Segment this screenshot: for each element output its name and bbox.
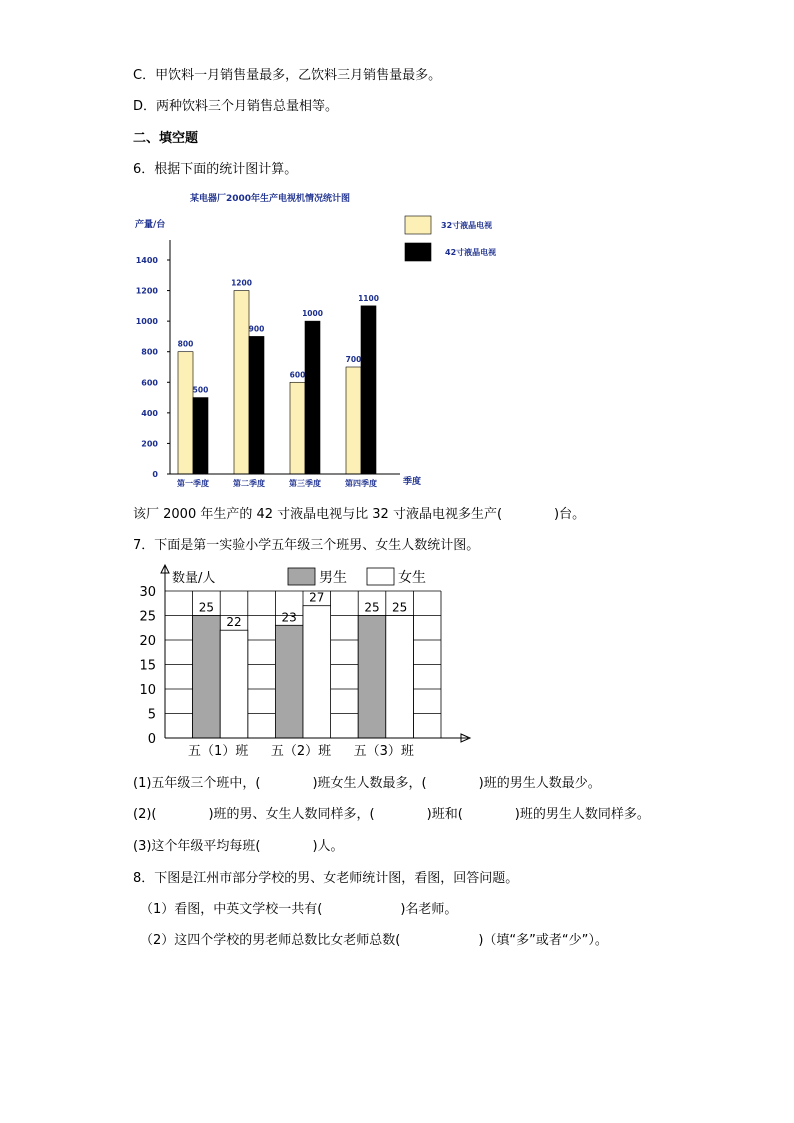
bar-value-label: 1000 xyxy=(302,309,323,319)
legend-label: 42寸液晶电视 xyxy=(445,248,497,257)
legend-label: 女生 xyxy=(398,570,426,586)
y-tick-label: 15 xyxy=(139,658,156,674)
bar-value-label: 700 xyxy=(345,355,362,364)
class-students-chart xyxy=(130,560,480,764)
question-6: 6．根据下面的统计图计算。 xyxy=(133,162,298,177)
y-tick-label: 1400 xyxy=(135,256,158,265)
chart-title: 某电器厂2000年生产电视机情况统计图 xyxy=(189,194,351,204)
bar xyxy=(305,321,320,474)
option-d: D．两种饮料三个月销售总量相等。 xyxy=(133,99,339,114)
tv-production-chart xyxy=(130,188,530,502)
section-heading: 二、填空题 xyxy=(133,131,199,146)
question-8: 8．下图是江州市部分学校的男、女老师统计图，看图，回答问题。 xyxy=(133,871,519,886)
x-axis-label: 季度 xyxy=(403,477,422,487)
legend-swatch xyxy=(288,568,315,585)
question-8-part-1: （1）看图，中英文学校一共有( )名老师。 xyxy=(140,902,458,917)
legend-label: 男生 xyxy=(319,570,347,586)
bar-value-label: 23 xyxy=(281,610,297,625)
legend-swatch xyxy=(405,243,431,261)
bar xyxy=(220,630,248,738)
y-tick-label: 25 xyxy=(139,609,156,625)
bar-value-label: 25 xyxy=(198,600,215,615)
bar-value-label: 900 xyxy=(248,324,265,334)
bar-value-label: 22 xyxy=(226,615,242,630)
y-tick-label: 5 xyxy=(147,707,156,723)
question-7: 7．下面是第一实验小学五年级三个班男、女生人数统计图。 xyxy=(133,538,480,553)
bar-value-label: 1200 xyxy=(231,278,252,288)
bar xyxy=(386,616,414,739)
category-label: 五（3）班 xyxy=(353,744,414,759)
y-tick-label: 200 xyxy=(141,439,158,449)
category-label: 第四季度 xyxy=(345,479,377,488)
question-8-part-2: （2）这四个学校的男老师总数比女老师总数( )（填“多”或者“少”）。 xyxy=(140,933,608,948)
y-tick-label: 30 xyxy=(139,585,156,600)
y-tick-label: 800 xyxy=(141,347,158,357)
bar xyxy=(193,398,208,474)
y-tick-label: 600 xyxy=(141,378,158,388)
legend-swatch xyxy=(405,216,431,234)
question-7-part-2: (2)( )班的男、女生人数同样多，( )班和( )班的男生人数同样多。 xyxy=(133,807,650,822)
y-tick-label: 400 xyxy=(141,408,158,418)
bar-value-label: 25 xyxy=(391,600,408,615)
y-axis-label: 数量/人 xyxy=(172,571,216,586)
y-tick-label: 1200 xyxy=(135,286,158,296)
bar xyxy=(275,625,303,738)
bar-value-label: 600 xyxy=(289,370,306,380)
y-tick-label: 0 xyxy=(152,470,158,479)
question-6-answer: 该厂 2000 年生产的 42 寸液晶电视与比 32 寸液晶电视多生产( )台。 xyxy=(133,507,586,522)
bar-value-label: 25 xyxy=(364,600,380,615)
bar xyxy=(290,382,305,474)
bar xyxy=(346,367,361,474)
question-7-part-3: (3)这个年级平均每班( )人。 xyxy=(133,839,344,854)
bar-value-label: 800 xyxy=(177,339,194,349)
y-axis-label: 产量/台 xyxy=(135,220,166,230)
bar-value-label: 500 xyxy=(192,385,209,395)
option-c: C．甲饮料一月销售量最多，乙饮料三月销售量最多。 xyxy=(133,68,442,83)
y-tick-label: 10 xyxy=(139,683,156,698)
legend-swatch xyxy=(367,568,394,585)
bar xyxy=(249,336,264,474)
bar xyxy=(361,306,376,474)
category-label: 第二季度 xyxy=(233,479,265,488)
bar-value-label: 27 xyxy=(309,590,325,605)
bar xyxy=(234,291,249,474)
bar xyxy=(303,606,331,738)
category-label: 五（1）班 xyxy=(188,744,249,759)
category-label: 第一季度 xyxy=(177,479,209,488)
legend-label: 32寸液晶电视 xyxy=(441,221,493,230)
y-tick-label: 0 xyxy=(147,732,156,747)
y-tick-label: 20 xyxy=(139,634,156,649)
y-tick-label: 1000 xyxy=(135,317,158,327)
question-7-part-1: (1)五年级三个班中，( )班女生人数最多，( )班的男生人数最少。 xyxy=(133,776,601,791)
bar xyxy=(193,616,221,739)
bar xyxy=(358,616,386,739)
bar-value-label: 1100 xyxy=(358,293,379,303)
category-label: 五（2）班 xyxy=(270,744,332,759)
bar xyxy=(178,352,193,474)
category-label: 第三季度 xyxy=(289,479,321,488)
